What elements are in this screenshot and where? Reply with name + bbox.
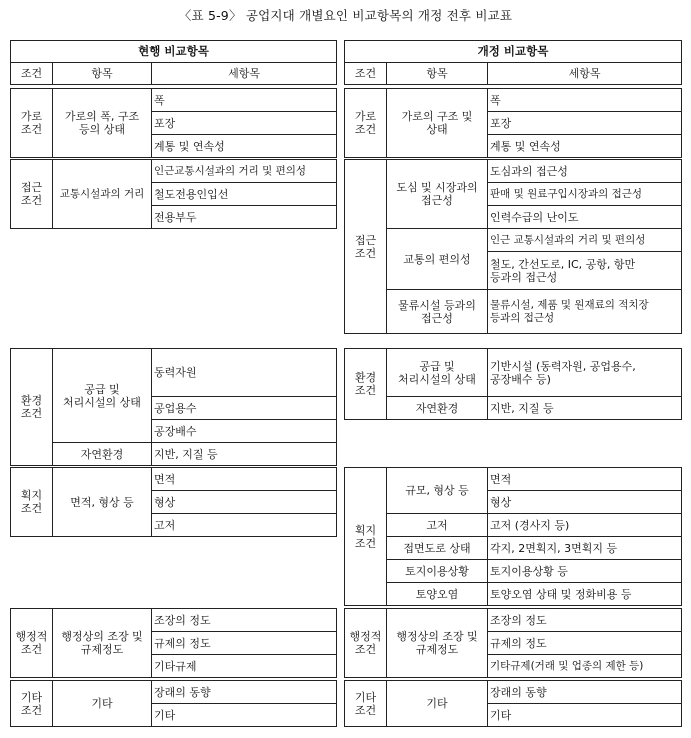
detail-cell: 지반, 지질 등 — [488, 397, 682, 420]
revised-access-section — [344, 159, 682, 334]
item-label: 교통의 편의성 — [387, 229, 488, 290]
condition-label: 가로 조건 — [11, 89, 53, 158]
condition-label: 획지 조건 — [345, 468, 387, 606]
revised-lot-section — [344, 467, 682, 606]
detail-cell: 토양오염 상태 및 정화비용 등 — [488, 583, 682, 606]
revised-items-header-table — [344, 40, 682, 85]
condition-label: 접근 조건 — [345, 160, 387, 334]
condition-label: 환경 조건 — [11, 349, 53, 466]
col-item-header: 항목 — [387, 63, 488, 85]
item-label: 자연환경 — [387, 397, 488, 420]
item-label: 기타 — [387, 681, 488, 727]
item-label: 면적, 형상 등 — [53, 468, 152, 537]
detail-cell: 면적 — [152, 468, 337, 491]
col-item-header: 항목 — [53, 63, 152, 85]
detail-cell: 판매 및 원료구입시장과의 접근성 — [488, 183, 682, 206]
detail-cell: 형상 — [488, 491, 682, 514]
detail-cell: 포장 — [152, 112, 337, 135]
current-access-section — [10, 159, 337, 229]
item-label: 행정상의 조장 및 규제정도 — [53, 609, 152, 678]
col-condition-header: 조건 — [345, 63, 387, 85]
detail-cell: 조장의 정도 — [488, 609, 682, 632]
condition-label: 행정적 조건 — [11, 609, 53, 678]
detail-cell: 기반시설 (동력자원, 공업용수, 공장배수 등) — [488, 349, 682, 397]
detail-cell: 폭 — [488, 89, 682, 112]
detail-cell: 폭 — [152, 89, 337, 112]
detail-cell: 도심과의 접근성 — [488, 160, 682, 183]
condition-label: 환경 조건 — [345, 349, 387, 420]
revised-street-section — [344, 88, 682, 158]
detail-cell: 기타 — [152, 704, 337, 727]
detail-cell: 동력자원 — [152, 349, 337, 397]
item-label: 토양오염 — [387, 583, 488, 606]
detail-cell: 규제의 정도 — [152, 632, 337, 655]
item-label: 접면도로 상태 — [387, 537, 488, 560]
revised-admin-section — [344, 608, 682, 678]
current-lot-section — [10, 467, 337, 537]
current-street-section — [10, 88, 337, 158]
revised-etc-section — [344, 680, 682, 727]
item-label: 가로의 구조 및 상태 — [387, 89, 488, 158]
detail-cell: 규제의 정도 — [488, 632, 682, 655]
detail-cell: 공장배수 — [152, 420, 337, 443]
detail-cell: 장래의 동향 — [152, 681, 337, 704]
detail-cell: 인력수급의 난이도 — [488, 206, 682, 229]
detail-cell: 공업용수 — [152, 397, 337, 420]
detail-cell: 면적 — [488, 468, 682, 491]
detail-cell: 고저 (경사지 등) — [488, 514, 682, 537]
detail-cell: 물류시설, 제품 및 원재료의 적치장 등과의 접근성 — [488, 290, 682, 334]
detail-cell: 전용부두 — [152, 206, 337, 229]
detail-cell: 각지, 2면획지, 3면획지 등 — [488, 537, 682, 560]
detail-cell: 인근 교통시설과의 거리 및 편의성 — [488, 229, 682, 252]
detail-cell: 조장의 정도 — [152, 609, 337, 632]
condition-label: 기타 조건 — [345, 681, 387, 727]
current-admin-section — [10, 608, 337, 678]
item-label: 기타 — [53, 681, 152, 727]
detail-cell: 고저 — [152, 514, 337, 537]
detail-cell: 기타 — [488, 704, 682, 727]
detail-cell: 장래의 동향 — [488, 681, 682, 704]
detail-cell: 기타규제(거래 및 업종의 제한 등) — [488, 655, 682, 678]
condition-label: 가로 조건 — [345, 89, 387, 158]
item-label: 가로의 폭, 구조 등의 상태 — [53, 89, 152, 158]
current-items-title: 현행 비교항목 — [11, 41, 337, 63]
current-env-section — [10, 348, 337, 466]
item-label: 공급 및 처리시설의 상태 — [387, 349, 488, 397]
item-label: 규모, 형상 등 — [387, 468, 488, 514]
col-detail-header: 세항목 — [488, 63, 682, 85]
item-label: 고저 — [387, 514, 488, 537]
detail-cell: 기타규제 — [152, 655, 337, 678]
item-label: 도심 및 시장과의 접근성 — [387, 160, 488, 229]
current-items-header-table — [10, 40, 337, 85]
col-condition-header: 조건 — [11, 63, 53, 85]
item-label: 행정상의 조장 및 규제정도 — [387, 609, 488, 678]
condition-label: 행정적 조건 — [345, 609, 387, 678]
detail-cell: 철도, 간선도로, IC, 공항, 항만 등과의 접근성 — [488, 252, 682, 290]
detail-cell: 인근교통시설과의 거리 및 편의성 — [152, 160, 337, 183]
item-label: 자연환경 — [53, 443, 152, 466]
detail-cell: 형상 — [152, 491, 337, 514]
table-caption: 〈표 5-9〉 공업지대 개별요인 비교항목의 개정 전후 비교표 — [178, 8, 513, 23]
revised-items-title: 개정 비교항목 — [345, 41, 682, 63]
detail-cell: 포장 — [488, 112, 682, 135]
condition-label: 기타 조건 — [11, 681, 53, 727]
condition-label: 획지 조건 — [11, 468, 53, 537]
item-label: 공급 및 처리시설의 상태 — [53, 349, 152, 443]
detail-cell: 토지이용상황 등 — [488, 560, 682, 583]
detail-cell: 철도전용인입선 — [152, 183, 337, 206]
item-label: 토지이용상황 — [387, 560, 488, 583]
detail-cell: 지반, 지질 등 — [152, 443, 337, 466]
item-label: 교통시설과의 거리 — [53, 160, 152, 229]
detail-cell: 계통 및 연속성 — [152, 135, 337, 158]
current-etc-section — [10, 680, 337, 727]
detail-cell: 계통 및 연속성 — [488, 135, 682, 158]
revised-env-section — [344, 348, 682, 420]
item-label: 물류시설 등과의 접근성 — [387, 290, 488, 334]
col-detail-header: 세항목 — [152, 63, 337, 85]
condition-label: 접근 조건 — [11, 160, 53, 229]
